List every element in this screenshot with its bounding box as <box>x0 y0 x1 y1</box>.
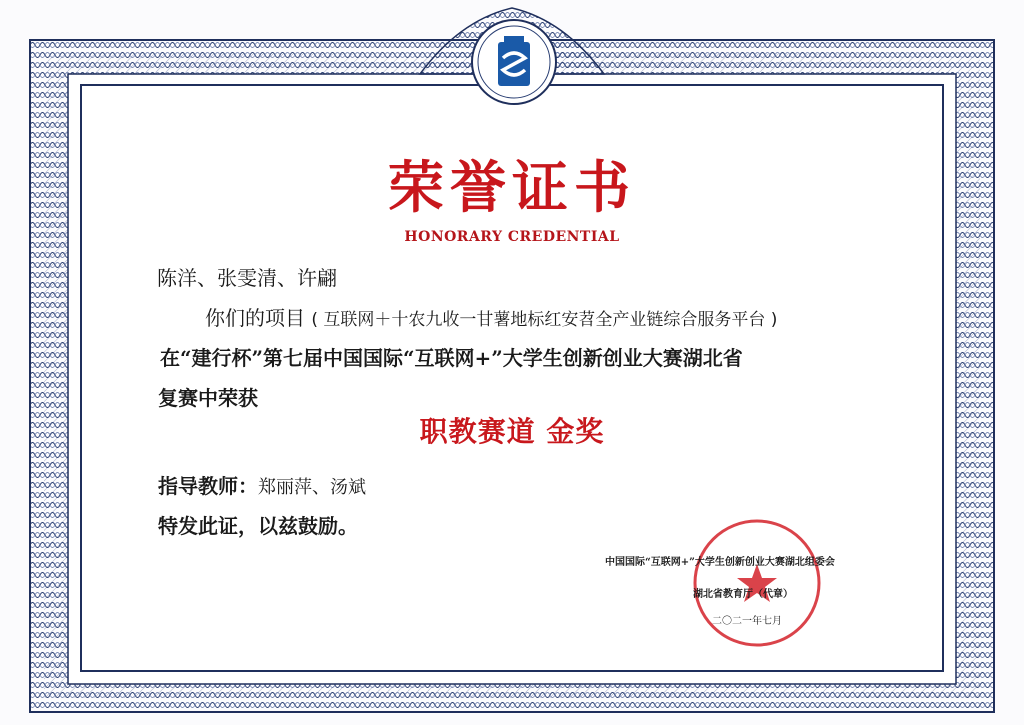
project-name: ( 互联网＋十农九收一甘薯地标红安苕全产业链综合服务平台 ) <box>311 310 778 330</box>
certificate-subtitle: HONORARY CREDENTIAL <box>404 229 620 245</box>
ministry-emblem-icon <box>470 18 558 106</box>
recipient-names: 陈洋、张雯清、许翩 <box>157 266 337 290</box>
teacher-label: 指导教师： <box>158 474 258 498</box>
project-line <box>205 302 777 331</box>
issue-date: 二〇二一年七月 <box>712 616 782 627</box>
contest-line: 在“建行杯”第七届中国国际“互联网+”大学生创新创业大赛湖北省 <box>160 346 743 370</box>
issuer-name: 中国国际“互联网+”大学生创新创业大赛湖北组委会 <box>605 557 835 568</box>
stage-line: 复赛中荣获 <box>158 386 258 410</box>
project-prefix: 你们的项目 <box>205 306 305 330</box>
certificate-title: 荣誉证书 <box>388 155 636 221</box>
issuer-agency: 湖北省教育厅（代章） <box>693 589 793 600</box>
teacher-line <box>158 470 366 499</box>
teacher-names: 郑丽萍、汤斌 <box>258 477 366 498</box>
closing-line: 特发此证，以兹鼓励。 <box>158 514 358 538</box>
official-seal-stamp <box>690 516 824 650</box>
award-title: 职教赛道 金奖 <box>419 415 605 448</box>
